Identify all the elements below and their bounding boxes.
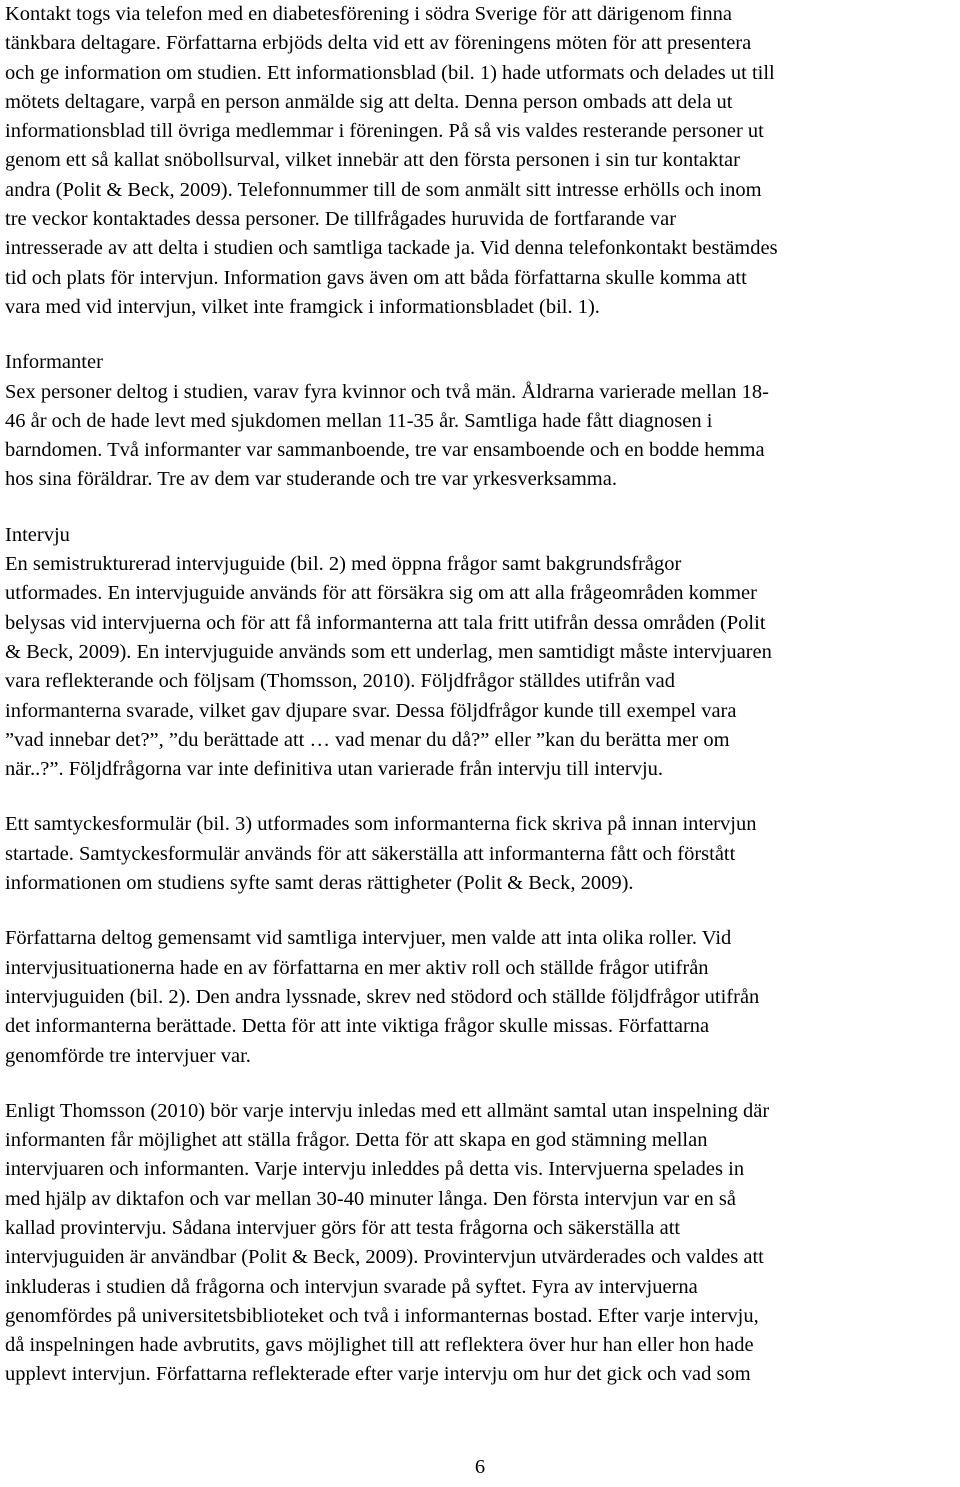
text-line: kallad provintervju. Sådana intervjuer görs för att testa frågorna och säkerställa att — [5, 1216, 681, 1239]
text-line: genomfördes på universitetsbiblioteket och två i informanternas bostad. Efter varje intervju, — [5, 1304, 759, 1327]
text-line: & Beck, 2009). En intervjuguide används som ett underlag, men samtidigt måste intervjuaren — [5, 640, 772, 663]
text-line: Enligt Thomsson (2010) bör varje intervju inledas med ett allmänt samtal utan inspelning där — [5, 1099, 770, 1122]
text-line: genomförde tre intervjuer var. — [5, 1044, 251, 1067]
text-line: tid och plats för intervjun. Information gavs även om att båda författarna skulle komma att — [5, 266, 747, 289]
page-number: 6 — [474, 1456, 486, 1478]
text-line: intervjuaren och informanten. Varje intervju inleddes på detta vis. Intervjuerna spelades in — [5, 1158, 745, 1181]
text-line: informanterna svarade, vilket gav djupare svar. Dessa följdfrågor kunde till exempel vara — [5, 699, 737, 722]
text-line: informationsblad till övriga medlemmar i föreningen. På så vis valdes resterande personer ut — [5, 120, 764, 143]
text-line: då inspelningen hade avbrutits, gavs möjlighet till att reflektera över hur han eller hon hade — [5, 1334, 754, 1357]
text-line: intervjuguiden (bil. 2). Den andra lyssnade, skrev ned stödord och ställde följdfrågor utifrån — [5, 985, 760, 1008]
text-line: genom ett så kallat snöbollsurval, vilket innebär att den första personen i sin tur kontaktar — [5, 149, 740, 172]
text-line: Ett samtyckesformulär (bil. 3) utformades som informanterna fick skriva på innan intervjun — [5, 813, 757, 836]
text-line: startade. Samtyckesformulär används för att säkerställa att informanterna fått och förstått — [5, 842, 736, 865]
text-line: belysas vid intervjuerna och för att få informanterna att tala fritt utifrån dessa områden (Polit — [5, 611, 766, 634]
text-line: vara med vid intervjun, vilket inte framgick i informationsbladet (bil. 1). — [5, 295, 600, 318]
text-line: med hjälp av diktafon och var mellan 30-40 minuter långa. Den första intervjun var en så — [5, 1187, 736, 1210]
text-line: mötets deltagare, varpå en person anmälde sig att delta. Denna person ombads att dela ut — [5, 90, 733, 113]
text-line: En semistrukturerad intervjuguide (bil. 2) med öppna frågor samt bakgrundsfrågor — [5, 553, 682, 576]
forfattarna-paragraph — [5, 924, 953, 1070]
section-heading-informanter: Informanter — [5, 351, 103, 374]
paragraph-spacer — [5, 898, 953, 924]
thomsson-paragraph — [5, 1097, 953, 1390]
intro-paragraph — [5, 0, 953, 322]
section-heading-intervju: Intervju — [5, 523, 70, 546]
text-line: Sex personer deltog i studien, varav fyra kvinnor och två män. Åldrarna varierade mellan 18- — [5, 380, 769, 403]
intervju-paragraph — [5, 550, 953, 784]
page-content — [5, 0, 953, 1390]
text-line: och ge information om studien. Ett informationsblad (bil. 1) hade utformats och delades ut till — [5, 61, 775, 84]
text-line: vara reflekterande och följsam (Thomsson, 2010). Följdfrågor ställdes utifrån vad — [5, 670, 676, 693]
text-line: intresserade av att delta i studien och samtliga tackade ja. Vid denna telefonkontakt bestämdes — [5, 237, 778, 260]
text-line: när..?”. Följdfrågorna var inte definitiva utan varierade från intervju till intervju. — [5, 758, 664, 781]
paragraph-spacer — [5, 784, 953, 810]
paragraph-spacer — [5, 495, 953, 521]
text-line: hos sina föräldrar. Tre av dem var studerande och tre var yrkesverksamma. — [5, 468, 617, 491]
text-line: utformades. En intervjuguide används för att försäkra sig om att alla frågeområden kommer — [5, 582, 757, 605]
text-line: det informanterna berättade. Detta för att inte viktiga frågor skulle missas. Författarna — [5, 1015, 710, 1038]
paragraph-spacer — [5, 322, 953, 348]
text-line: andra (Polit & Beck, 2009). Telefonnummer till de som anmält sitt intresse erhölls och inom — [5, 178, 762, 201]
text-line: 46 år och de hade levt med sjukdomen mellan 11-35 år. Samtliga hade fått diagnosen i — [5, 409, 713, 432]
text-line: intervjusituationerna hade en av författarna en mer aktiv roll och ställde frågor utifrån — [5, 956, 709, 979]
text-line: barndomen. Två informanter var sammanboende, tre var ensamboende och en bodde hemma — [5, 439, 765, 462]
text-line: Författarna deltog gemensamt vid samtliga intervjuer, men valde att inta olika roller. Vid — [5, 927, 732, 950]
samtycke-paragraph — [5, 810, 953, 898]
text-line: inkluderas i studien då frågorna och intervjun svarade på syftet. Fyra av intervjuerna — [5, 1275, 698, 1298]
text-line: informationen om studiens syfte samt deras rättigheter (Polit & Beck, 2009). — [5, 872, 634, 895]
text-line: tre veckor kontaktades dessa personer. De tillfrågades huruvida de fortfarande var — [5, 208, 677, 231]
paragraph-spacer — [5, 1071, 953, 1097]
text-line: tänkbara deltagare. Författarna erbjöds delta vid ett av föreningens möten för att presentera — [5, 32, 752, 55]
text-line: ”vad innebar det?”, ”du berättade att … vad menar du då?” eller ”kan du berätta mer om — [5, 728, 730, 751]
text-line: intervjuguiden är användbar (Polit & Beck, 2009). Provintervjun utvärderades och valdes att — [5, 1246, 764, 1269]
informanter-paragraph — [5, 378, 953, 495]
text-line: upplevt intervjun. Författarna reflekterade efter varje intervju om hur det gick och vad som — [5, 1363, 751, 1386]
text-line: informanten får möjlighet att ställa frågor. Detta för att skapa en god stämning mellan — [5, 1129, 708, 1152]
text-line: Kontakt togs via telefon med en diabetesförening i södra Sverige för att därigenom finna — [5, 3, 732, 25]
